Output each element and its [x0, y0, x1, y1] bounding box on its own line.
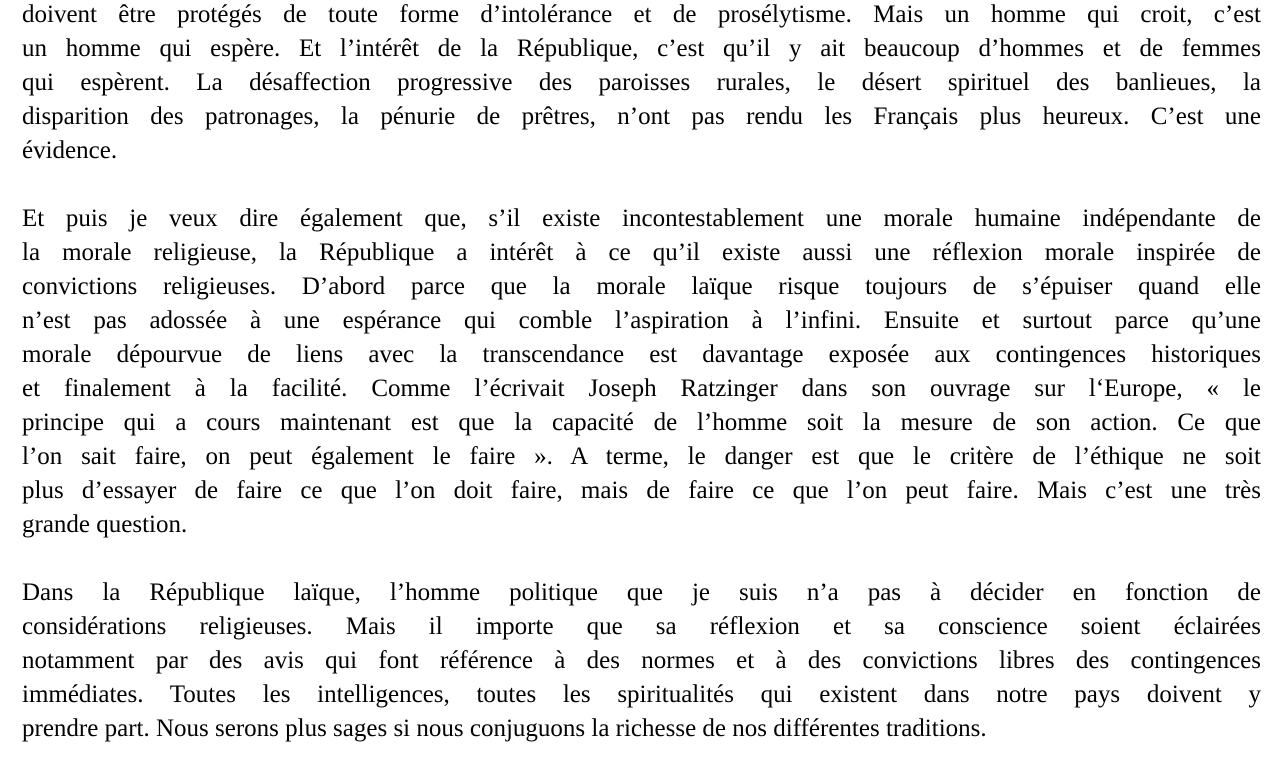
text-line: un homme qui espère. Et l’intérêt de la République, c’est qu’il y ait beaucoup d’hommes et de femmes: [22, 35, 1261, 62]
text-line: immédiates. Toutes les intelligences, toutes les spiritualités qui existent dans notre pays doivent y: [22, 681, 1261, 708]
paragraph: [22, 202, 1261, 542]
paragraph: [22, 576, 1261, 746]
paragraph: [22, 0, 1261, 168]
text-line: prendre part. Nous serons plus sages si nous conjuguons la richesse de nos différentes traditions.: [22, 715, 987, 742]
text-line: principe qui a cours maintenant est que la capacité de l’homme soit la mesure de son action. Ce que: [22, 409, 1261, 436]
text-line: convictions religieuses. D’abord parce que la morale laïque risque toujours de s’épuiser quand elle: [22, 273, 1261, 300]
text-line: n’est pas adossée à une espérance qui comble l’aspiration à l’infini. Ensuite et surtout parce qu’une: [22, 307, 1261, 334]
text-line: évidence.: [22, 137, 118, 164]
text-line: notamment par des avis qui font référence à des normes et à des convictions libres des contingences: [22, 647, 1261, 674]
text-line: Et puis je veux dire également que, s’il existe incontestablement une morale humaine indépendante de: [22, 205, 1261, 232]
text-line: considérations religieuses. Mais il importe que sa réflexion et sa conscience soient éclairées: [22, 613, 1261, 640]
text-line: la morale religieuse, la République a intérêt à ce qu’il existe aussi une réflexion morale inspirée de: [22, 239, 1261, 266]
text-line: disparition des patronages, la pénurie de prêtres, n’ont pas rendu les Français plus heureux. C’est une: [22, 103, 1261, 130]
text-line: doivent être protégés de toute forme d’intolérance et de prosélytisme. Mais un homme qui croit, c’est: [22, 1, 1261, 28]
text-line: qui espèrent. La désaffection progressive des paroisses rurales, le désert spirituel des banlieues, la: [22, 69, 1261, 96]
text-line: grande question.: [22, 511, 188, 538]
text-line: l’on sait faire, on peut également le faire ». A terme, le danger est que le critère de l’éthique ne soit: [22, 443, 1261, 470]
text-line: morale dépourvue de liens avec la transcendance est davantage exposée aux contingences historiques: [22, 341, 1261, 368]
text-line: Dans la République laïque, l’homme politique que je suis n’a pas à décider en fonction de: [22, 579, 1261, 606]
text-line: et finalement à la facilité. Comme l’écrivait Joseph Ratzinger dans son ouvrage sur l‘Europe, « le: [22, 375, 1261, 402]
text-line: plus d’essayer de faire ce que l’on doit faire, mais de faire ce que l’on peut faire. Mais c’est une très: [22, 477, 1261, 504]
